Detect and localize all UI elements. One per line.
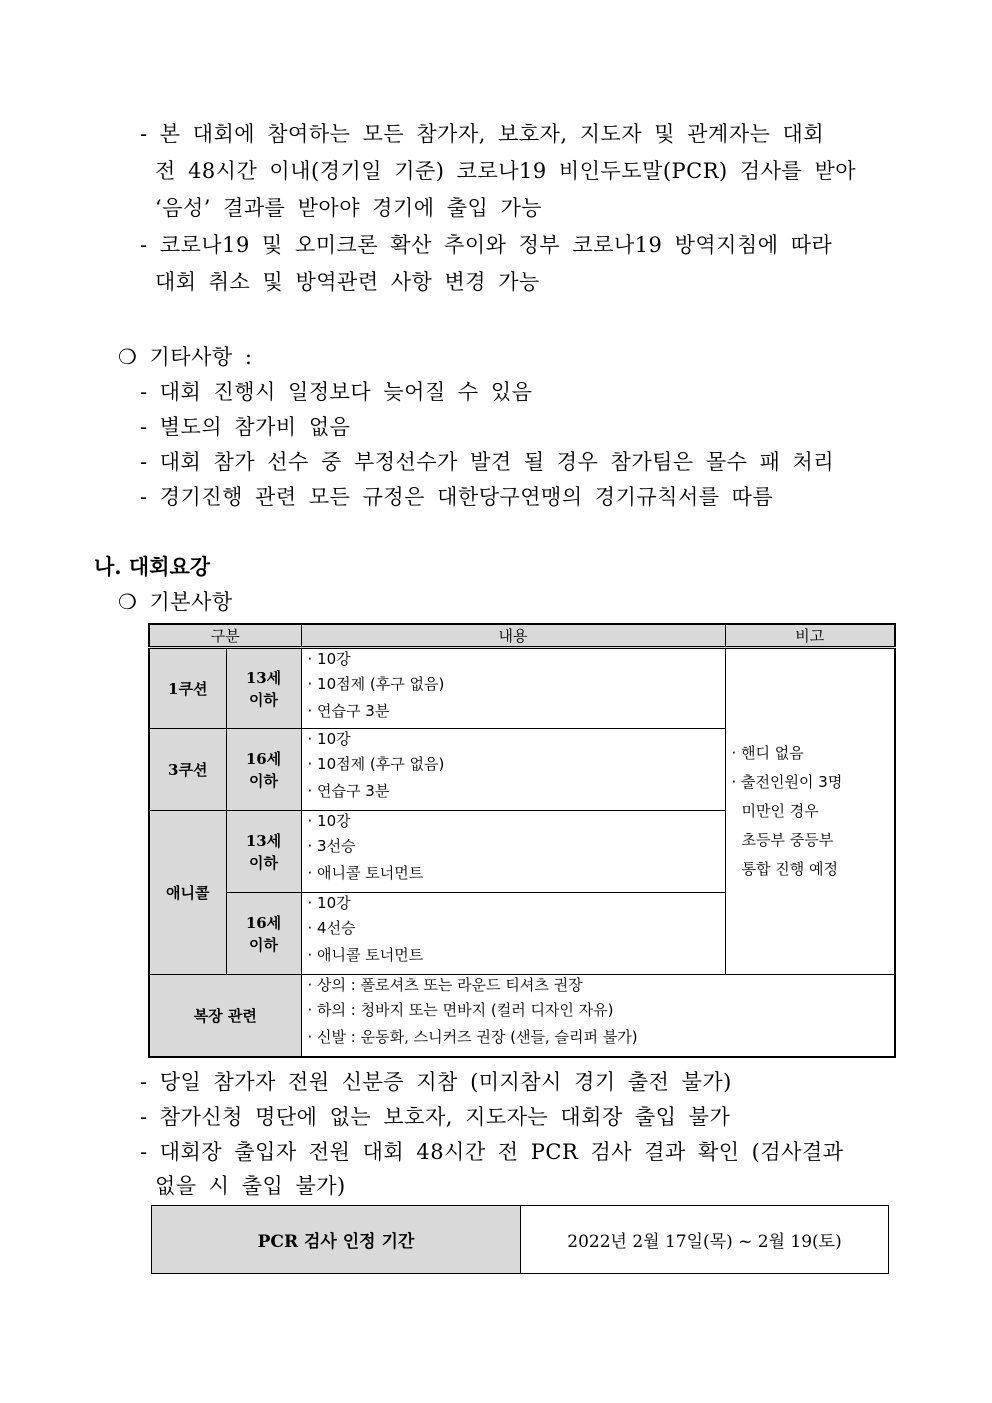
- header-category: 구분: [149, 624, 301, 648]
- bottom-note: 없을 시 출입 불가): [155, 1174, 346, 1198]
- section-title: 나. 대회요강: [94, 554, 211, 579]
- row-label: 1쿠션: [149, 648, 226, 729]
- notice-line-2: 전 48시간 이내(경기일 기준) 코로나19 비인두도말(PCR) 검사를 받아: [155, 159, 857, 183]
- age-cell: 13세 이하: [226, 648, 301, 729]
- pcr-label: PCR 검사 인정 기간: [152, 1206, 521, 1274]
- note-line: 통합 진행 예정: [741, 860, 838, 878]
- content-item: · 상의 : 폴로셔츠 또는 라운드 티셔츠 권장: [307, 976, 583, 994]
- notice-line-5: 대회 취소 및 방역관련 사항 변경 가능: [155, 270, 540, 294]
- content-item: · 10강: [307, 650, 351, 668]
- notice-line-1: - 본 대회에 참여하는 모든 참가자, 보호자, 지도자 및 관계자는 대회: [140, 122, 825, 146]
- content-item: · 10점제 (후구 없음): [307, 675, 445, 693]
- content-item: · 연습구 3분: [307, 782, 390, 800]
- bottom-note: - 참가신청 명단에 없는 보호자, 지도자는 대회장 출입 불가: [140, 1105, 731, 1129]
- age-cell: 13세 이하: [226, 811, 301, 893]
- content-item: · 10점제 (후구 없음): [307, 755, 445, 773]
- content-item: · 10강: [307, 730, 351, 748]
- note-line: · 출전인원이 3명: [731, 773, 843, 791]
- table-row: [149, 975, 895, 1057]
- content-item: · 연습구 3분: [307, 702, 390, 720]
- content-item: · 10강: [307, 812, 351, 830]
- pcr-table: [151, 1205, 889, 1274]
- content-item: · 신발 : 운동화, 스니커즈 권장 (샌들, 슬리퍼 불가): [307, 1028, 638, 1046]
- content-item: · 하의 : 청바지 또는 면바지 (컬러 디자인 자유): [307, 1001, 614, 1019]
- etc-item: - 대회 진행시 일정보다 늦어질 수 있음: [140, 380, 533, 404]
- etc-item: - 별도의 참가비 없음: [140, 415, 351, 439]
- content-item: · 애니콜 토너먼트: [307, 946, 424, 964]
- notice-line-3: ‘음성’ 결과를 받아야 경기에 출입 가능: [155, 196, 543, 220]
- etc-heading: ❍ 기타사항 :: [118, 345, 253, 369]
- content-item: · 10강: [307, 894, 351, 912]
- age-cell: 16세 이하: [226, 893, 301, 975]
- row-label: 애니콜: [149, 811, 226, 975]
- table-row: [149, 648, 895, 729]
- content-cell: [301, 975, 895, 1057]
- etc-item: - 대회 참가 선수 중 부정선수가 발견 될 경우 참가팀은 몰수 패 처리: [140, 450, 835, 474]
- rules-table: [148, 623, 896, 1058]
- pcr-value: 2022년 2월 17일(목) ~ 2월 19(토): [521, 1206, 889, 1274]
- age-cell: 16세 이하: [226, 729, 301, 811]
- row-label: 복장 관련: [149, 975, 301, 1057]
- content-item: · 애니콜 토너먼트: [307, 864, 424, 882]
- content-item: · 3선승: [307, 837, 356, 855]
- etc-item: - 경기진행 관련 모든 규정은 대한당구연맹의 경기규칙서를 따름: [140, 485, 774, 509]
- content-cell: [301, 648, 725, 729]
- content-cell: [301, 811, 725, 893]
- note-cell: [725, 648, 895, 975]
- notice-line-4: - 코로나19 및 오미크론 확산 추이와 정부 코로나19 방역지침에 따라: [140, 233, 833, 257]
- basic-heading: ❍ 기본사항: [118, 590, 233, 614]
- content-cell: [301, 893, 725, 975]
- header-content: 내용: [301, 624, 725, 648]
- note-line: 미만인 경우: [741, 802, 819, 820]
- note-line: · 핸디 없음: [731, 744, 804, 762]
- bottom-note: - 당일 참가자 전원 신분증 지참 (미지참시 경기 출전 불가): [140, 1070, 732, 1094]
- bottom-note: - 대회장 출입자 전원 대회 48시간 전 PCR 검사 결과 확인 (검사결과: [140, 1140, 844, 1164]
- content-cell: [301, 729, 725, 811]
- note-line: 초등부 중등부: [741, 831, 834, 849]
- content-item: · 4선승: [307, 919, 356, 937]
- row-label: 3쿠션: [149, 729, 226, 811]
- header-note: 비고: [725, 624, 895, 648]
